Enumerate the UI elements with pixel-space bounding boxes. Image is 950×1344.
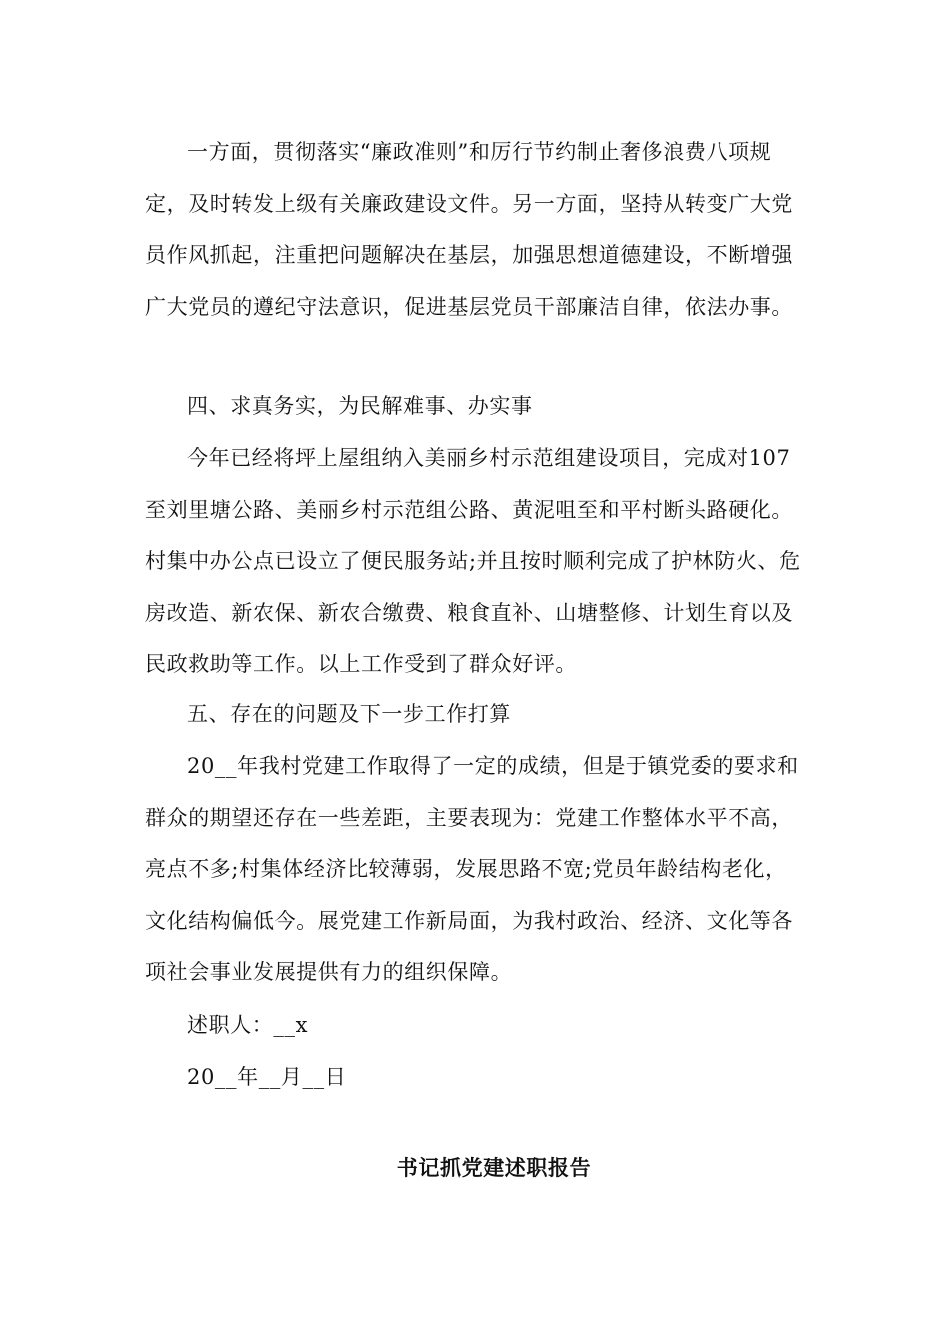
body-paragraph: 一方面，贯彻落实“廉政准则”和厉行节约制止奢侈浪费八项规定，及时转发上级有关廉政建设文件。另一方面，坚持从转变广大党员作风抓起，注重把问题解决在基层，加强思想道德建设，不断增强广大党员的遵纪守法意识，促进基层党员干部廉洁自律，依法办事。 [145,140,793,319]
document-title: 书记抓党建述职报告 [396,1155,592,1180]
date-line: 20__年__月__日 [187,1065,347,1089]
section-heading: 四、求真务实，为民解难事、办实事 [187,394,533,418]
body-paragraph: 今年已经将坪上屋组纳入美丽乡村示范组建设项目，完成对107至刘里塘公路、美丽乡村示范组公路、黄泥咀至和平村断头路硬化。村集中办公点已设立了便民服务站;并且按时顺利完成了护林防火、危房改造、新农保、新农合缴费、粮食直补、山塘整修、计划生育以及民政救助等工作。以上工作受到了群众好评。 [145,446,801,676]
section-heading: 五、存在的问题及下一步工作打算 [187,702,511,726]
body-paragraph: 20__年我村党建工作取得了一定的成绩，但是于镇党委的要求和群众的期望还存在一些差距，主要表现为：党建工作整体水平不高，亮点不多;村集体经济比较薄弱，发展思路不宽;党员年龄结构老化，文化结构偏低今。展党建工作新局面，为我村政治、经济、文化等各项社会事业发展提供有力的组织保障。 [145,754,799,984]
signature-line: 述职人：__x [187,1013,309,1037]
